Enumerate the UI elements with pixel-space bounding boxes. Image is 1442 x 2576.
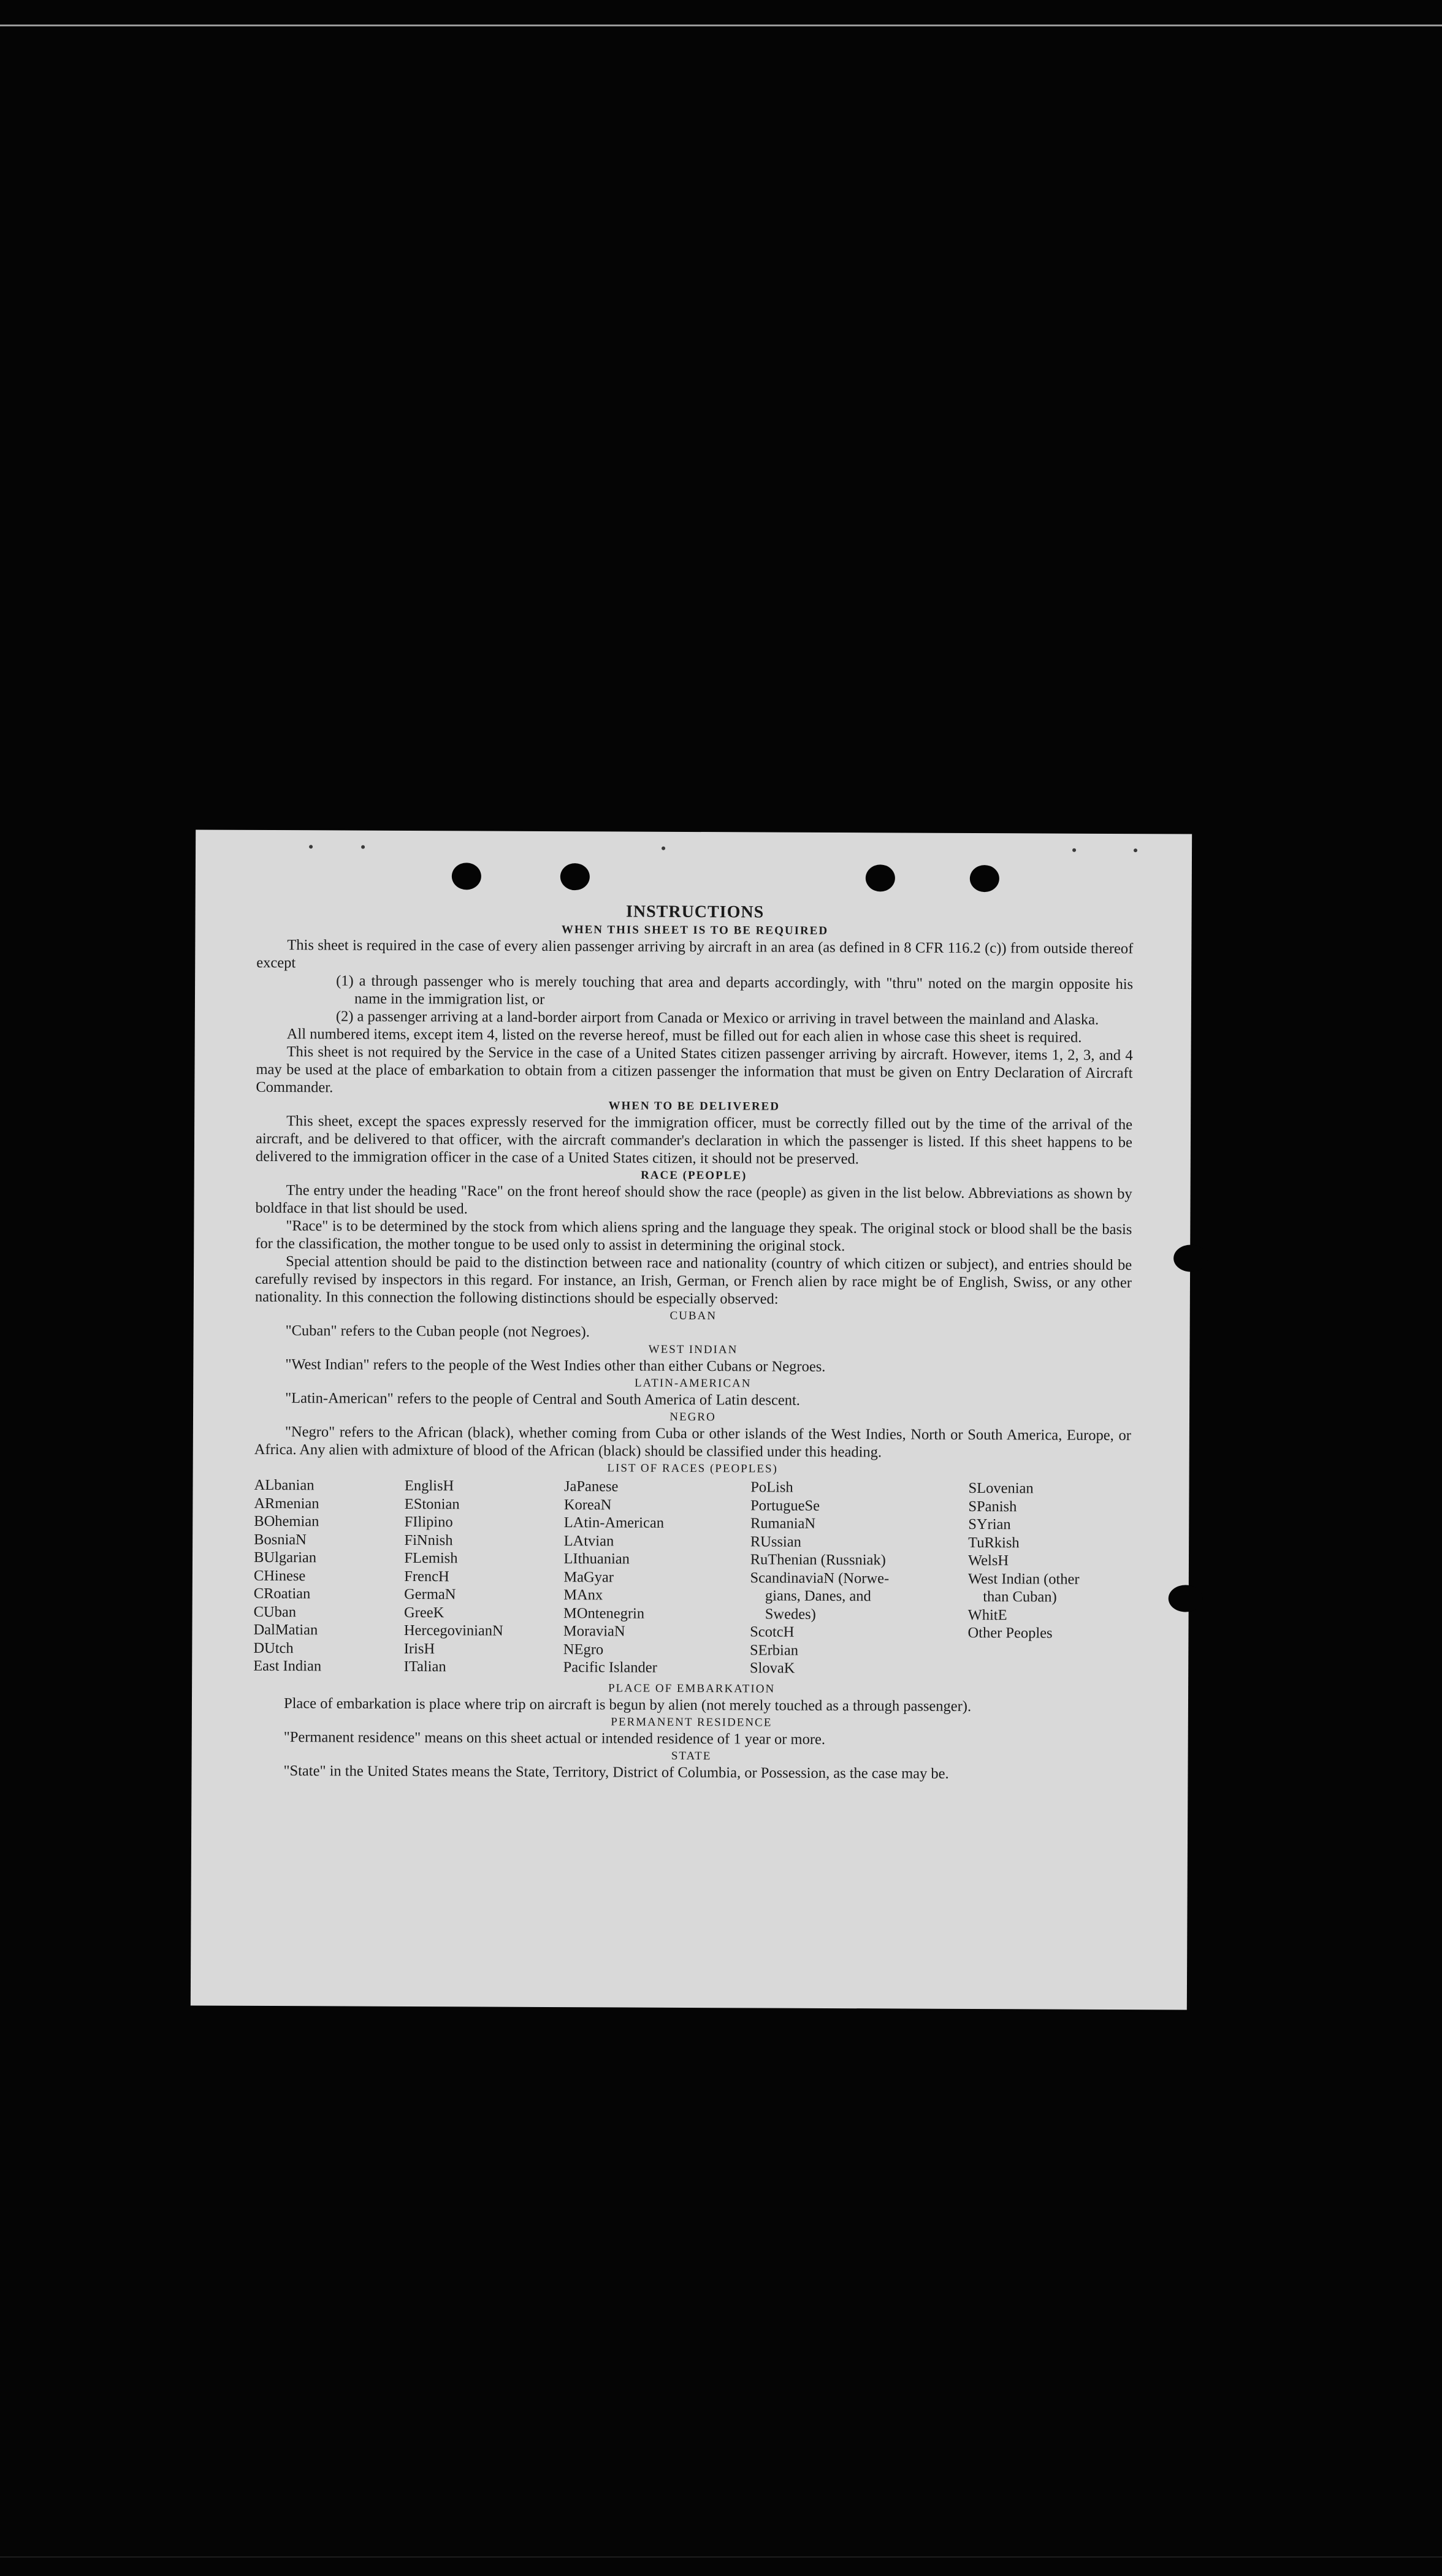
paragraph: "Permanent residence" means on this sheet actual or intended residence of 1 year or more. [283, 1728, 826, 1748]
race-list-item: WhitE [967, 1606, 1007, 1623]
race-list-item: FiNnish [404, 1531, 453, 1549]
paragraph: This sheet, except the spaces expressly reserved for the immigration officer, must be correctly filled out by the time of the arrival of the aircraft, and be delivered to that officer, with the aircraft commander's declaration in which the passenger is listed. If this sheet happens to be delivered to the immigration officer in the case of a United States citizen, it should not be preserved. [255, 1113, 1133, 1168]
race-list-item: ScandinaviaN (Norwe- [750, 1569, 890, 1587]
heading-cuban: CUBAN [670, 1309, 717, 1323]
punch-hole [866, 864, 895, 891]
list-item: (1) a through passenger who is merely touching that area and departs accordingly, with "thru" noted on the margin opposite his name in the immigration list, or [336, 972, 1134, 1008]
race-list-item: MaGyar [563, 1568, 614, 1585]
race-list-item: CHinese [253, 1567, 306, 1584]
race-list-item: DUtch [253, 1639, 294, 1656]
race-list-item: EnglisH [404, 1477, 454, 1495]
race-list-item: WelsH [967, 1552, 1009, 1569]
race-list-item: DalMatian [253, 1621, 318, 1639]
race-list-item: Other Peoples [967, 1624, 1053, 1642]
race-list-item: Pacific Islander [563, 1659, 657, 1676]
race-list-item: CUban [253, 1603, 297, 1620]
race-column [404, 1477, 565, 1677]
race-list-item: ARmenian [254, 1495, 319, 1512]
list-item: (2) a passenger arriving at a land-border airport from Canada or Mexico or arriving in travel between the mainland and Alaska. [335, 1008, 1099, 1028]
punch-hole [560, 863, 590, 890]
film-edge-bottom [0, 2556, 1442, 2558]
heading-when-delivered: WHEN TO BE DELIVERED [608, 1099, 780, 1113]
paragraph: Special attention should be paid to the distinction between race and nationality (country of which citizen or subject), and entries should be carefully revised by inspectors in this regard. For instance, an Irish, German, or French alien by race might be of English, Swiss, or any other nationality. In this connection the following distinctions should be especially observed: [254, 1253, 1132, 1308]
heading-latin-american: LATIN-AMERICAN [634, 1376, 752, 1390]
speck [1072, 848, 1076, 852]
punch-hole-side [1173, 1244, 1208, 1271]
paragraph: "Latin-American" refers to the people of Central and South America of Latin descent. [285, 1390, 800, 1409]
paragraph: This sheet is not required by the Service in the case of a United States citizen passenger arriving by aircraft. However, items 1, 2, 3, and 4 may be used at the place of embarkation to obtain from a citizen passenger the information that must be given on Entry Declaration of Aircraft Commander. [256, 1043, 1133, 1096]
race-list-item: CRoatian [253, 1585, 311, 1602]
race-list-item: LIthuanian [563, 1550, 630, 1568]
race-list-item: BOhemian [254, 1512, 319, 1530]
race-column [253, 1476, 405, 1676]
heading-when-required: WHEN THIS SHEET IS TO BE REQUIRED [561, 923, 829, 937]
race-list-item: GreeK [403, 1604, 444, 1621]
race-list-item: SErbian [750, 1641, 799, 1659]
race-list-item: ITalian [403, 1658, 446, 1675]
paragraph: "Race" is to be determined by the stock from which aliens spring and the language they speak. The original stock or blood shall be the basis for the classification, the mother tongue to be used only to assist in determining the original stock. [255, 1218, 1132, 1255]
paragraph: "State" in the United States means the State, Territory, District of Columbia, or Possession, as the case may be. [283, 1762, 949, 1782]
race-list-item: ScotcH [750, 1623, 795, 1640]
paragraph: "Negro" refers to the African (black), whether coming from Cuba or other islands of the West Indies, North or South America, Europe, or Africa. Any alien with admixture of blood of the African (black) should be classified under this heading. [254, 1423, 1131, 1461]
race-list-item: RumaniaN [750, 1515, 816, 1532]
race-list-item: West Indian (other [967, 1570, 1080, 1588]
race-list-item: SYrian [968, 1515, 1011, 1533]
paragraph: Place of embarkation is place where trip on aircraft is begun by alien (not merely touched as a through passenger). [283, 1694, 972, 1715]
paragraph: "West Indian" refers to the people of the West Indies other than either Cubans or Negroes. [285, 1356, 826, 1375]
race-list-item: gians, Danes, and [750, 1587, 871, 1605]
race-list-item: MOntenegrin [563, 1604, 645, 1622]
punch-hole-side [1169, 1585, 1203, 1612]
race-list-item: EStonian [404, 1495, 460, 1512]
race-column [967, 1479, 1131, 1679]
punch-hole [970, 865, 999, 892]
race-list-item: BUlgarian [253, 1549, 317, 1566]
race-list-item: LAtin-American [563, 1514, 665, 1531]
race-list-item: SPanish [968, 1498, 1017, 1515]
paragraph: The entry under the heading "Race" on the front hereof should show the race (people) as given in the list below. Abbreviations as shown by boldface in that list should be used. [255, 1182, 1132, 1218]
race-list-item: HercegovinianN [403, 1621, 503, 1639]
race-column [563, 1477, 751, 1677]
race-list-item: NEgro [563, 1640, 604, 1658]
heading-race: RACE (PEOPLE) [641, 1168, 747, 1183]
race-list-item: FIlipino [404, 1513, 453, 1531]
instruction-sheet [191, 829, 1192, 2010]
race-list-item: FLemish [404, 1549, 458, 1567]
heading-permanent-residence: PERMANENT RESIDENCE [611, 1715, 772, 1729]
race-list [253, 1476, 1131, 1679]
heading-negro: NEGRO [670, 1410, 716, 1424]
race-list-item: BosniaN [254, 1531, 307, 1548]
paragraph: This sheet is required in the case of every alien passenger arriving by aircraft in an area (as defined in 8 CFR 116.2 (c)) from outside thereof except [256, 937, 1134, 972]
race-list-item: Swedes) [750, 1605, 816, 1623]
race-list-item: TuRkish [968, 1534, 1020, 1551]
heading-state: STATE [671, 1749, 712, 1762]
race-list-item: East Indian [253, 1657, 322, 1675]
race-list-item: SLovenian [968, 1479, 1034, 1497]
race-list-item: GermaN [404, 1585, 456, 1603]
heading-embarkation: PLACE OF EMBARKATION [608, 1681, 776, 1696]
speck [1134, 848, 1137, 852]
race-list-item: LAtvian [563, 1532, 614, 1549]
race-list-item: JaPanese [563, 1478, 619, 1495]
speck [309, 845, 313, 848]
race-column [750, 1478, 969, 1678]
race-list-item: than Cuban) [967, 1588, 1057, 1606]
heading-west-indian: WEST INDIAN [648, 1343, 738, 1357]
heading-list-of-races: LIST OF RACES (PEOPLES) [607, 1461, 778, 1476]
paragraph: "Cuban" refers to the Cuban people (not Negroes). [285, 1322, 590, 1341]
speck [361, 845, 365, 849]
race-list-item: SlovaK [749, 1660, 795, 1677]
paragraph: All numbered items, except item 4, listed on the reverse hereof, must be filled out for each alien in whose case this sheet is required. [286, 1026, 1082, 1046]
race-list-item: FrencH [404, 1568, 449, 1585]
race-list-item: IrisH [403, 1640, 435, 1657]
race-list-item: MoraviaN [563, 1623, 625, 1640]
race-list-item: KoreaN [563, 1496, 612, 1513]
race-list-item: RUssian [750, 1533, 801, 1550]
document-title: INSTRUCTIONS [625, 902, 765, 922]
race-list-item: RuThenian (Russniak) [750, 1551, 886, 1569]
race-list-item: PortugueSe [750, 1496, 820, 1514]
speck [662, 847, 665, 850]
race-list-item: ALbanian [254, 1476, 315, 1494]
race-list-item: MAnx [563, 1587, 603, 1604]
film-edge-top [0, 25, 1442, 26]
punch-hole [452, 863, 481, 890]
race-list-item: PoLish [750, 1479, 793, 1496]
